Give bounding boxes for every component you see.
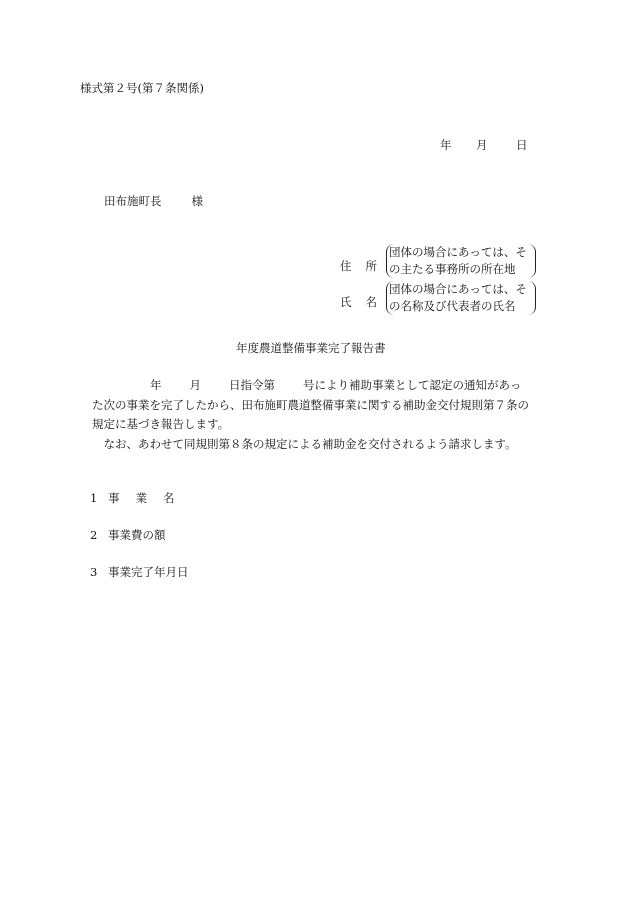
document-title: 年度農道整備事業完了報告書 bbox=[236, 341, 386, 355]
name-note: 団体の場合にあっては、その名称及び代表者の氏名 bbox=[386, 281, 536, 315]
item-label: 事業名 bbox=[108, 491, 191, 505]
address-label-char2: 所 bbox=[365, 259, 377, 273]
body-rest: 号により補助事業として認定の通知があった次の事業を完了したから、田布施町農道整備事業に関する補助金交付規則第７条の規定に基づき報告します。 bbox=[92, 378, 529, 431]
list-item bbox=[90, 527, 166, 543]
body-paragraph-2: なお、あわせて同規則第８条の規定による補助金を交付されるよう請求します。 bbox=[103, 436, 517, 451]
body-day-text: 日指令第 bbox=[229, 378, 275, 392]
name-label-char1: 氏 bbox=[340, 295, 352, 309]
address-label bbox=[340, 258, 378, 274]
item-number: 2 bbox=[90, 528, 98, 542]
addressee bbox=[104, 193, 203, 209]
item-label: 事業完了年月日 bbox=[108, 565, 189, 579]
address-label-char1: 住 bbox=[340, 259, 352, 273]
addressee-honorific: 様 bbox=[191, 194, 203, 208]
date-year: 年 bbox=[440, 138, 452, 152]
date-day: 日 bbox=[516, 138, 528, 152]
date-month: 月 bbox=[476, 138, 488, 152]
addressee-name: 田布施町長 bbox=[104, 194, 162, 208]
item-number: 1 bbox=[90, 491, 98, 505]
item-label: 事業費の額 bbox=[108, 528, 166, 542]
body-paragraph-1 bbox=[92, 376, 532, 435]
form-number: 様式第２号(第７条関係) bbox=[80, 81, 204, 95]
body-year: 年 bbox=[150, 378, 162, 392]
date-line bbox=[440, 137, 528, 153]
list-item bbox=[90, 564, 189, 580]
name-label bbox=[340, 294, 378, 310]
list-item bbox=[90, 490, 191, 506]
address-note: 団体の場合にあっては、その主たる事務所の所在地 bbox=[386, 244, 536, 278]
item-number: 3 bbox=[90, 565, 98, 579]
body-text bbox=[92, 376, 532, 454]
name-label-char2: 名 bbox=[365, 295, 377, 309]
body-month: 月 bbox=[189, 378, 201, 392]
